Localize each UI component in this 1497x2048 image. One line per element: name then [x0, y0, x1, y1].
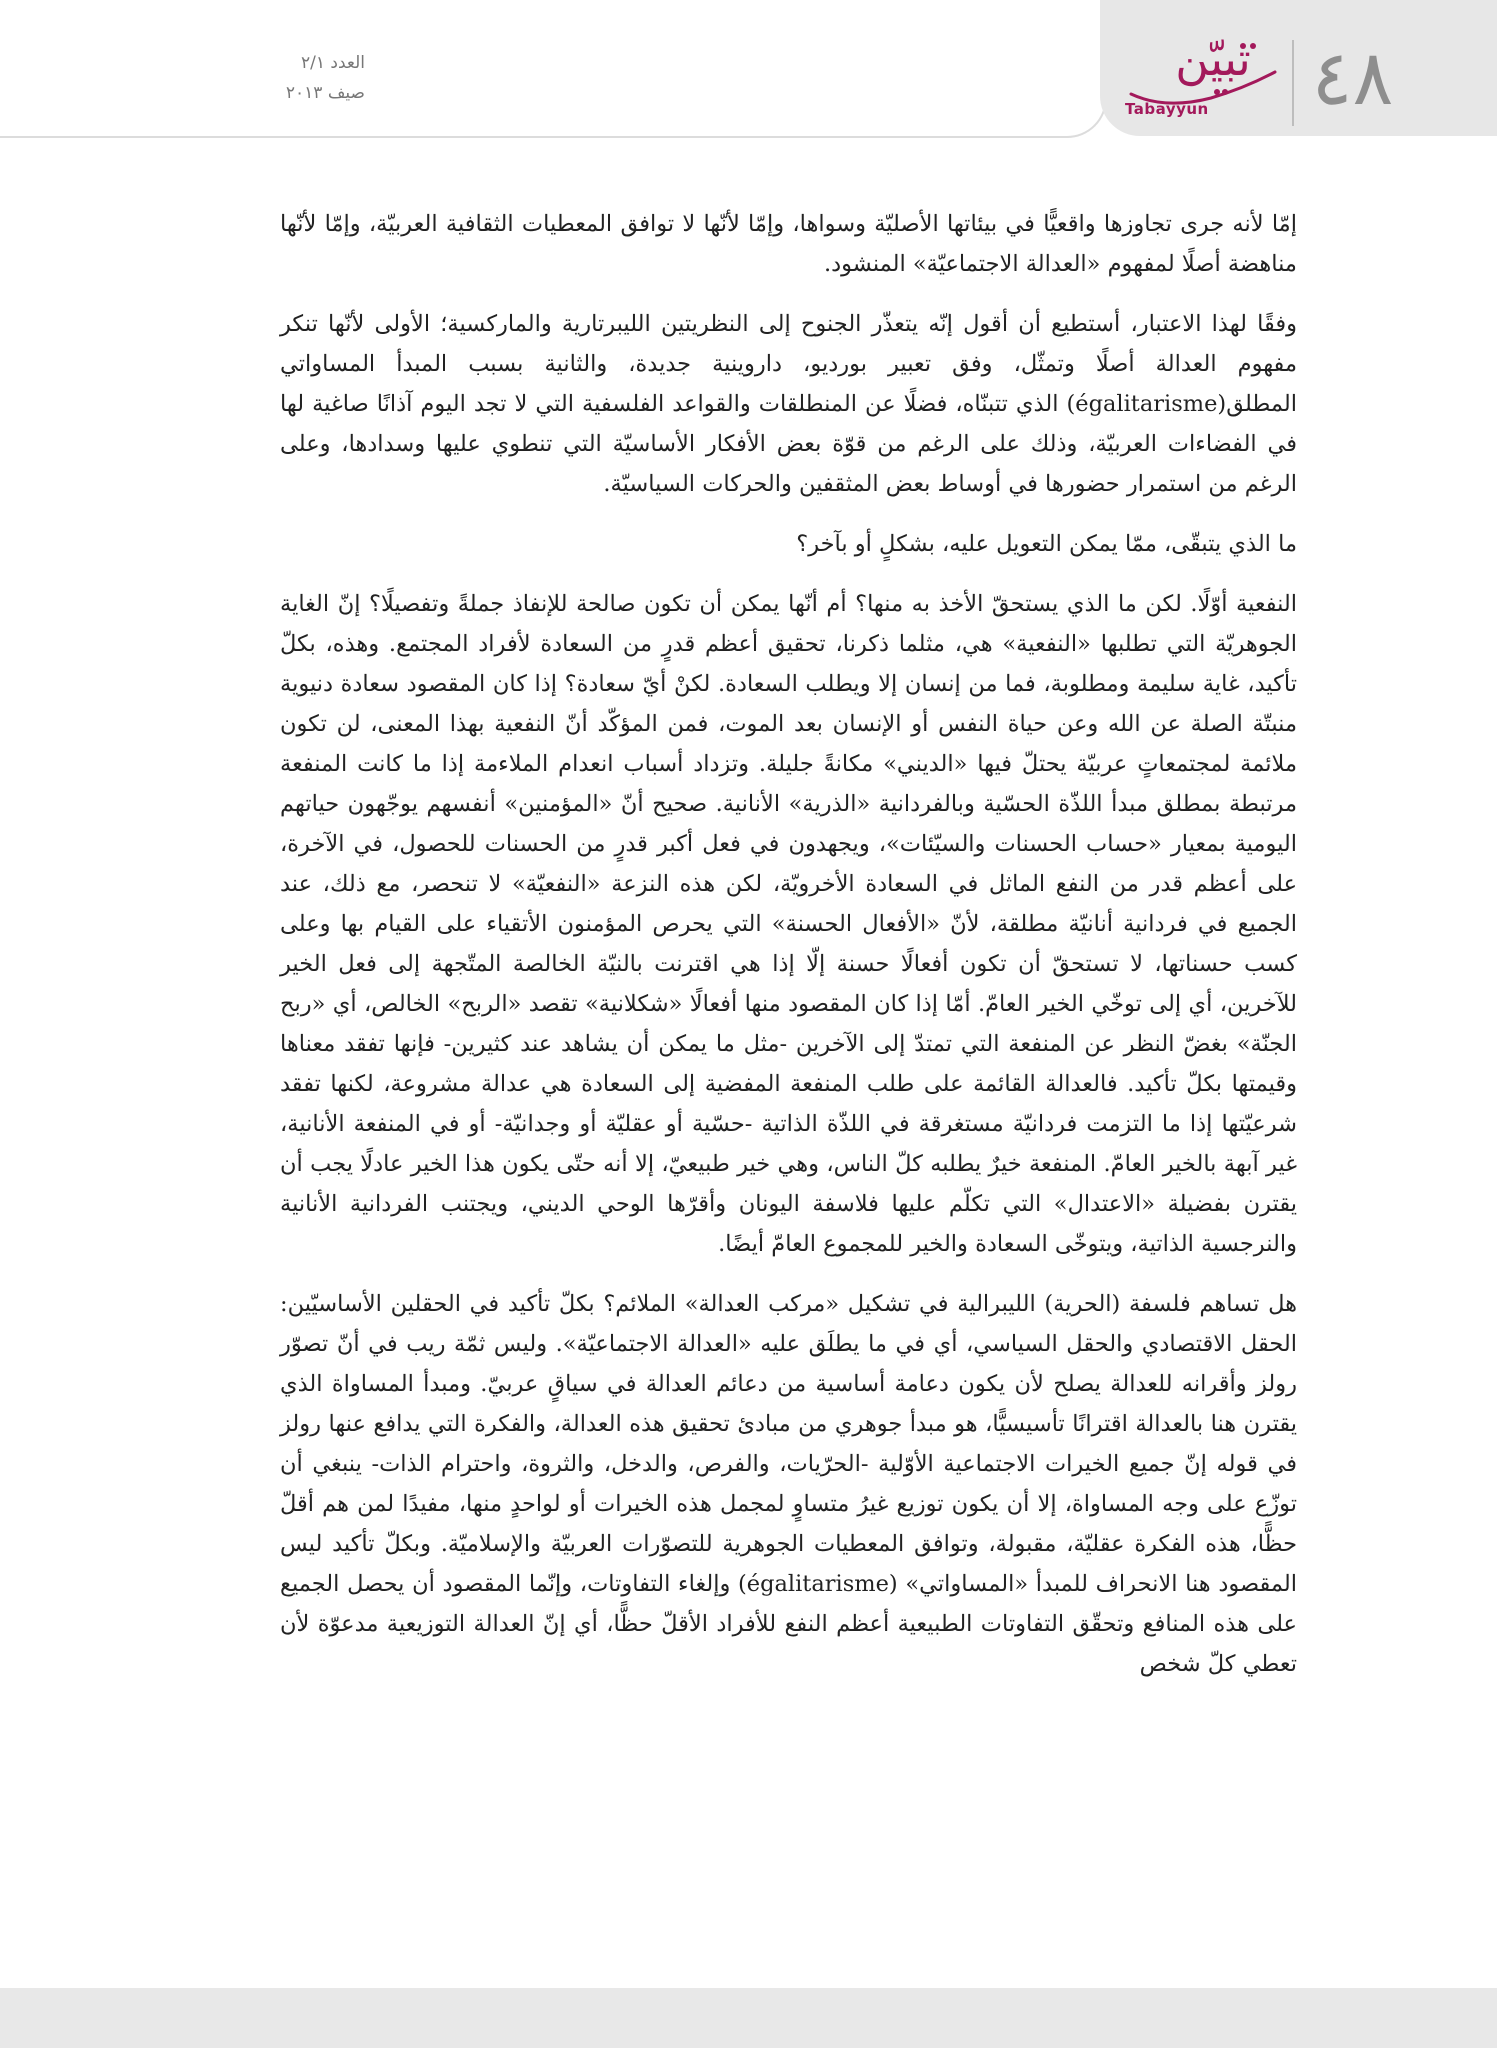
logo-latin-text: Tabayyun [1125, 100, 1209, 118]
header-divider [1292, 40, 1294, 126]
article-body [280, 204, 1297, 1704]
logo-arabic-text: تبيّن [1175, 32, 1251, 86]
paragraph-5: هل تساهم فلسفة (الحرية) الليبرالية في تشكيل «مركب العدالة» الملائم؟ بكلّ تأكيد في الحقلين الأساسيّين: الحقل الاقتصادي والحقل السياسي، أي في ما يطلَق عليه «العدالة الاجتماعيّة». وليس ثمّة ريب في أنّ تصوّر رولز وأقرانه للعدالة يصلح لأن يكون دعامة أساسية من دعائم العدالة في سياقٍ عربيّ. ومبدأ المساواة الذي يقترن هنا بالعدالة اقترانًا تأسيسيًّا، هو مبدأ جوهري من مبادئ تحقيق هذه العدالة، والفكرة التي يدافع عنها رولز في قوله إنّ جميع الخيرات الاجتماعية الأوّلية -الحرّيات، والفرص، والدخل، والثروة، واحترام الذات- ينبغي أن توزّع على وجه المساواة، إلا أن يكون توزيع غيرُ متساوٍ لمجمل هذه الخيرات أو لواحدٍ منها، مفيدًا لمن هم أقلّ حظًّا، هذه الفكرة عقليّة، مقبولة، وتوافق المعطيات الجوهرية للتصوّرات العربيّة والإسلاميّة. وبكلّ تأكيد ليس المقصود هنا الانحراف للمبدأ «المساواتي» (égalitarisme) وإلغاء التفاوتات، وإنّما المقصود أن يحصل الجميع على هذه المنافع وتحقّق التفاوتات الطبيعية أعظم النفع للأفراد الأقلّ حظًّا، أي إنّ العدالة التوزيعية مدعوّة لأن تعطي كلّ شخص [280, 1291, 1297, 1677]
page-number: ٤٨ [1311, 33, 1394, 122]
page-header [0, 0, 1497, 138]
issue-label: العدد ٢/١ [300, 53, 365, 73]
paragraph-2: وفقًا لهذا الاعتبار، أستطيع أن أقول إنّه يتعذّر الجنوح إلى النظريتين الليبرتارية والماركسية؛ الأولى لأنّها تنكر مفهوم العدالة أصلًا وتمثّل، وفق تعبير بورديو، داروينية جديدة، والثانية بسبب المبدأ المساواتي المطلق(égalitarisme) الذي تتبنّاه، فضلًا عن المنطلقات والقواعد الفلسفية التي لا تجد اليوم آذانًا صاغية لها في الفضاءات العربيّة، وذلك على الرغم من قوّة بعض الأفكار الأساسيّة التي تنطوي عليها وسدادها، وعلى الرغم من استمرار حضورها في أوساط بعض المثقفين والحركات السياسيّة. [280, 311, 1297, 497]
page-footer [0, 1988, 1497, 2048]
paragraph-1: إمّا لأنه جرى تجاوزها واقعيًّا في بيئاتها الأصليّة وسواها، وإمّا لأنّها لا توافق المعطيات الثقافية العربيّة، وإمّا لأنّها مناهضة أصلًا لمفهوم «العدالة الاجتماعيّة» المنشود. [280, 211, 1297, 277]
paragraph-4: النفعية أوّلًا. لكن ما الذي يستحقّ الأخذ به منها؟ أم أنّها يمكن أن تكون صالحة للإنفاذ جملةً وتفصيلًا؟ إنّ الغاية الجوهريّة التي تطلبها «النفعية» هي، مثلما ذكرنا، تحقيق أعظم قدرٍ من السعادة لأفراد المجتمع. وهذه، بكلّ تأكيد، غاية سليمة ومطلوبة، فما من إنسان إلا ويطلب السعادة. لكنْ أيّ سعادة؟ إذا كان المقصود سعادة دنيوية منبتّة الصلة عن الله وعن حياة النفس أو الإنسان بعد الموت، فمن المؤكّد أنّ النفعية بهذا المعنى، لن تكون ملائمة لمجتمعاتٍ عربيّة يحتلّ فيها «الديني» مكانةً جليلة. وتزداد أسباب انعدام الملاءمة إذا ما كانت المنفعة مرتبطة بمطلق مبدأ اللذّة الحسّية وبالفردانية «الذرية» الأنانية. صحيح أنّ «المؤمنين» أنفسهم يوجّهون حياتهم اليومية بمعيار «حساب الحسنات والسيّئات»، ويجهدون في فعل أكبر قدرٍ من الحسنات للحصول، في الآخرة، على أعظم قدر من النفع الماثل في السعادة الأخرويّة، لكن هذه النزعة «النفعيّة» لا تنحصر، مع ذلك، عند الجميع في فردانية أنانيّة مطلقة، لأنّ «الأفعال الحسنة» التي يحرص المؤمنون الأتقياء على القيام بها وعلى كسب حسناتها، لا تستحقّ أن تكون أفعالًا حسنة إلّا إذا هي اقترنت بالنيّة الخالصة المتّجهة إلى فعل الخير للآخرين، أي إلى توخّي الخير العامّ. أمّا إذا كان المقصود منها أفعالًا «شكلانية» تقصد «الربح» الخالص، أي «ربح الجنّة» بغضّ النظر عن المنفعة التي تمتدّ إلى الآخرين -مثل ما يمكن أن يشاهد عند كثيرين- فإنها تفقد معناها وقيمتها بكلّ تأكيد. فالعدالة القائمة على طلب المنفعة المفضية إلى السعادة هي عدالة مشروعة، لكنها تفقد شرعيّتها إذا ما التزمت فردانيّة مستغرقة في اللذّة الذاتية -حسّية أو عقليّة أو وجدانيّة- أو في المنفعة الأنانية، غير آبهة بالخير العامّ. المنفعة خيرٌ يطلبه كلّ الناس، وهي خير طبيعيّ، إلا أنه حتّى يكون هذا الخير عادلًا يجب أن يقترن بفضيلة «الاعتدال» التي تكلّم عليها فلاسفة اليونان وأقرّها الوحي الديني، ويجتنب الفردانية الأنانية والنرجسية الذاتية، ويتوخّى السعادة والخير للمجموع العامّ أيضًا. [280, 591, 1297, 1257]
header-left-panel [0, 0, 1107, 138]
issue-info [255, 48, 365, 108]
journal-logo [1125, 32, 1285, 128]
paragraph-3: ما الذي يتبقّى، ممّا يمكن التعويل عليه، بشكلٍ أو بآخر؟ [796, 531, 1297, 557]
season-label: صيف ٢٠١٣ [285, 83, 365, 103]
